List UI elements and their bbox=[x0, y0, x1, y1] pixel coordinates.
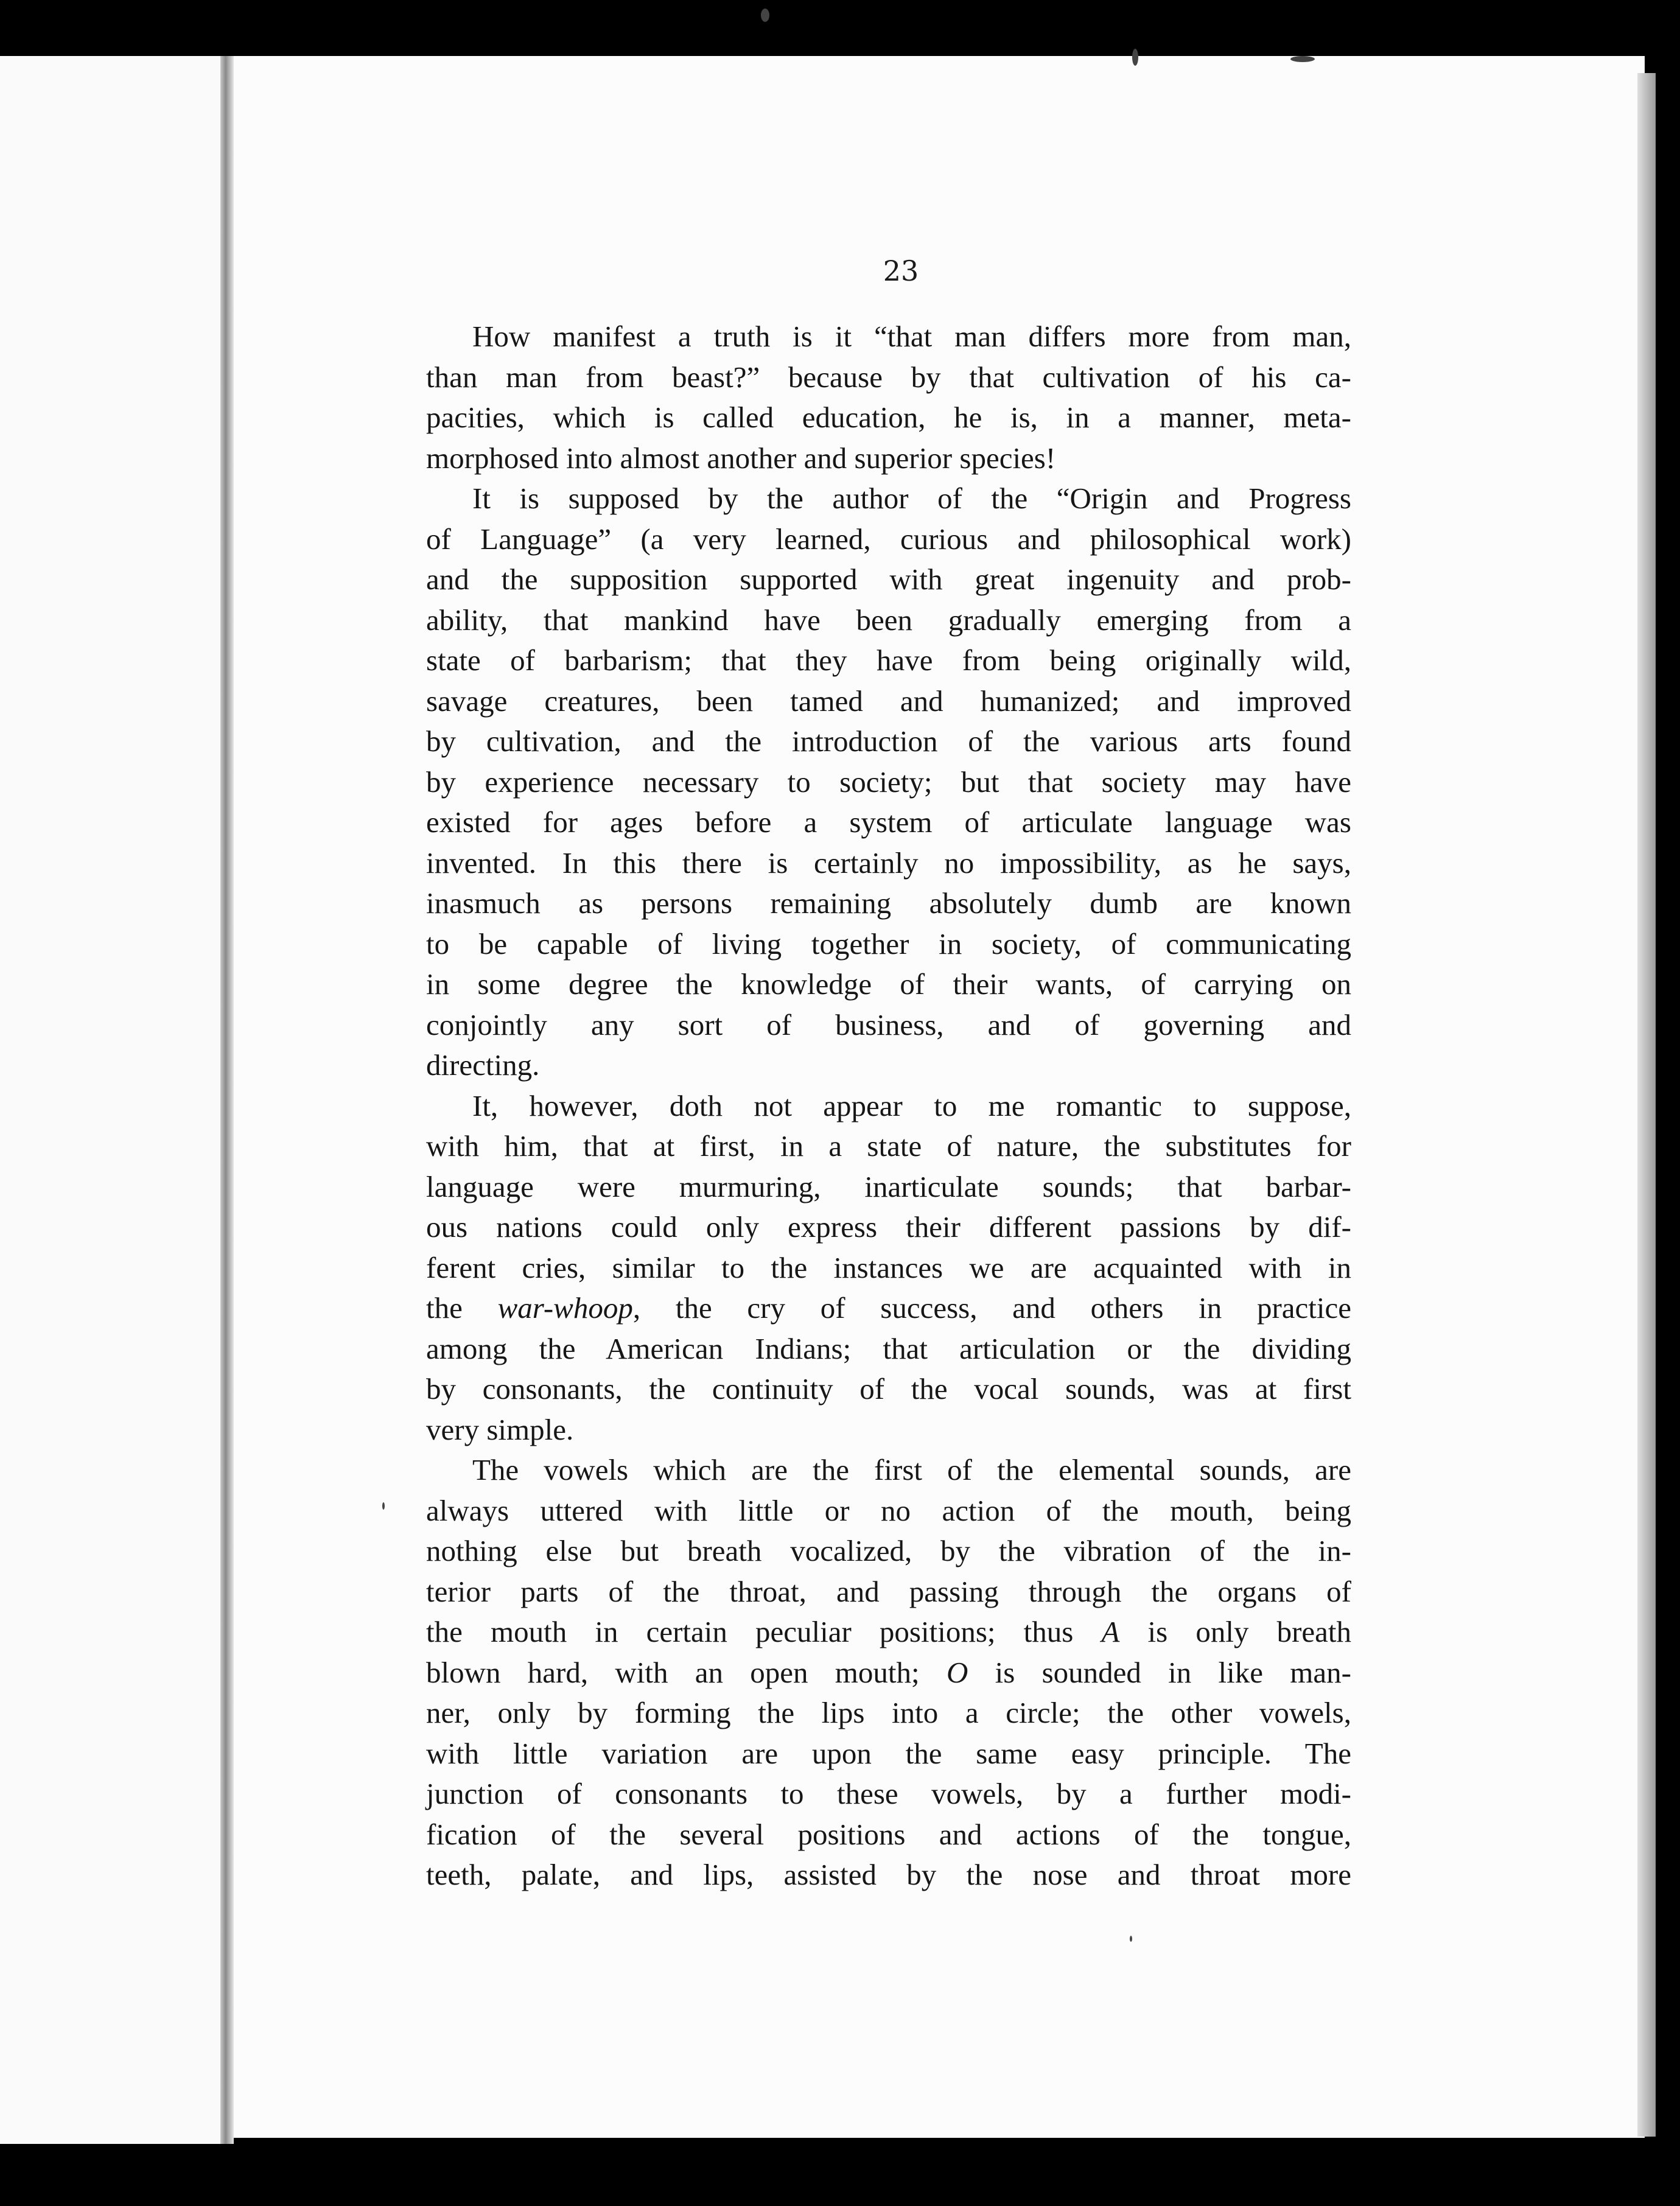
text-line: with little variation are upon the same easy principle. The bbox=[426, 1736, 1351, 1770]
text-line: pacities, which is called education, he is, in a manner, meta- bbox=[426, 401, 1351, 434]
text-line: ous nations could only express their different passions by dif- bbox=[426, 1210, 1351, 1244]
text-line: The vowels which are the first of the elemental sounds, are bbox=[472, 1453, 1351, 1486]
italic-letter: O bbox=[946, 1655, 968, 1689]
text-line: than man from beast?” because by that cultivation of his ca- bbox=[426, 360, 1351, 394]
text-line: very simple. bbox=[426, 1412, 574, 1446]
scan-speck bbox=[1290, 56, 1315, 62]
text-line: ferent cries, similar to the instances we are acquainted with in bbox=[426, 1250, 1351, 1284]
page-number: 23 bbox=[883, 254, 919, 287]
text-line: of Language” (a very learned, curious and philosophical work) bbox=[426, 522, 1351, 556]
text-line: directing. bbox=[426, 1048, 540, 1082]
paragraph-2 bbox=[426, 478, 1351, 1086]
book-gutter bbox=[220, 56, 234, 2144]
text-run: the bbox=[426, 1291, 498, 1325]
body-text bbox=[426, 317, 1351, 1896]
text-line: to be capable of living together in society, of communicating bbox=[426, 926, 1351, 961]
text-line: It, however, doth not appear to me romantic to suppose, bbox=[472, 1088, 1351, 1122]
text-line: ner, only by forming the lips into a circle; the other vowels, bbox=[426, 1696, 1351, 1729]
text-run: , the cry of success, and others in practice bbox=[632, 1291, 1351, 1325]
italic-term: war-whoop bbox=[497, 1291, 633, 1325]
text-line: terior parts of the throat, and passing through the organs of bbox=[426, 1574, 1351, 1608]
text-line: by experience necessary to society; but that society may have bbox=[426, 765, 1351, 799]
text-line: with him, that at first, in a state of nature, the substitutes for bbox=[426, 1129, 1351, 1163]
text-line: fication of the several positions and actions of the tongue, bbox=[426, 1817, 1351, 1851]
text-line bbox=[426, 1612, 1351, 1653]
text-run: is sounded in like man- bbox=[968, 1655, 1351, 1689]
text-line bbox=[426, 1653, 1351, 1693]
text-line: conjointly any sort of business, and of governing and bbox=[426, 1007, 1351, 1042]
text-line: state of barbarism; that they have from being originally wild, bbox=[426, 643, 1351, 677]
text-line: How manifest a truth is it “that man differs more from man, bbox=[472, 320, 1351, 353]
scan-speck bbox=[1132, 49, 1138, 66]
text-line: language were murmuring, inarticulate sounds; that barbar- bbox=[426, 1169, 1351, 1203]
paragraph-1 bbox=[426, 317, 1351, 478]
text-line: by cultivation, and the introduction of the various arts found bbox=[426, 724, 1351, 758]
text-line: It is supposed by the author of the “Origin and Progress bbox=[472, 481, 1351, 515]
text-line: in some degree the knowledge of their wants, of carrying on bbox=[426, 967, 1351, 1001]
text-line: savage creatures, been tamed and humanized; and improved bbox=[426, 684, 1351, 718]
paragraph-3 bbox=[426, 1086, 1351, 1451]
text-line: by consonants, the continuity of the vocal sounds, was at first bbox=[426, 1372, 1351, 1406]
scan-speck bbox=[761, 9, 769, 22]
italic-letter: A bbox=[1101, 1615, 1120, 1648]
text-line: junction of consonants to these vowels, by a further modi- bbox=[426, 1777, 1351, 1810]
text-line: inasmuch as persons remaining absolutely dumb are known bbox=[426, 886, 1351, 920]
text-line: nothing else but breath vocalized, by the vibration of the in- bbox=[426, 1534, 1351, 1567]
paragraph-4 bbox=[426, 1450, 1351, 1896]
text-line: always uttered with little or no action of the mouth, being bbox=[426, 1493, 1351, 1527]
text-line: teeth, palate, and lips, assisted by the nose and throat more bbox=[426, 1858, 1351, 1891]
text-line: among the American Indians; that articulation or the dividing bbox=[426, 1331, 1351, 1365]
text-run: blown hard, with an open mouth; bbox=[426, 1655, 947, 1689]
left-page-blank bbox=[0, 56, 225, 2144]
text-run: is only breath bbox=[1119, 1615, 1351, 1648]
page-edge-shadow bbox=[1637, 73, 1656, 2137]
text-line bbox=[426, 1288, 1351, 1329]
text-line: morphosed into almost another and superior species! bbox=[426, 441, 1056, 475]
text-line: existed for ages before a system of articulate language was bbox=[426, 805, 1351, 839]
text-run: the mouth in certain peculiar positions; thus bbox=[426, 1615, 1102, 1648]
text-line: ability, that mankind have been gradually emerging from a bbox=[426, 603, 1351, 637]
scan-speck bbox=[1130, 1936, 1132, 1942]
text-line: and the supposition supported with great ingenuity and prob- bbox=[426, 562, 1351, 596]
scan-speck bbox=[382, 1502, 385, 1510]
text-line: invented. In this there is certainly no impossibility, as he says, bbox=[426, 846, 1351, 880]
